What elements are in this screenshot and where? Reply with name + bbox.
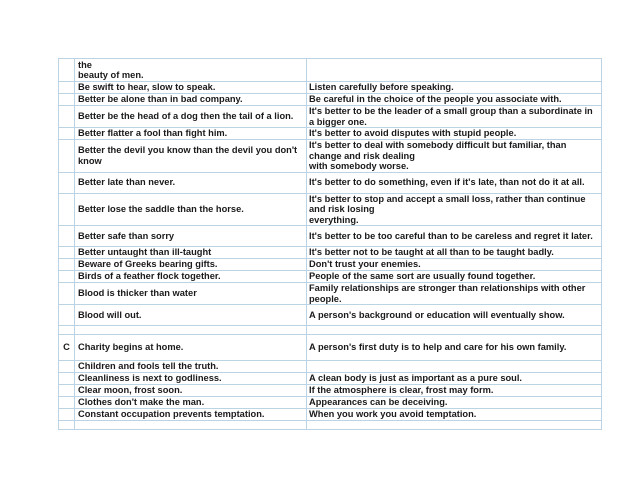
table-row <box>59 373 602 385</box>
meaning-cell[interactable]: It's better not to be taught at all than to be taught badly. <box>307 247 602 259</box>
letter-cell[interactable] <box>59 385 75 397</box>
table-row <box>59 409 602 421</box>
letter-cell[interactable] <box>59 140 75 173</box>
proverb-cell[interactable]: Better be alone than in bad company. <box>75 94 307 106</box>
meaning-cell[interactable] <box>307 326 602 335</box>
letter-cell[interactable] <box>59 82 75 94</box>
letter-cell[interactable] <box>59 59 75 82</box>
meaning-cell[interactable]: A person's background or education will eventually show. <box>307 305 602 326</box>
table-row <box>59 82 602 94</box>
letter-cell[interactable] <box>59 106 75 128</box>
letter-cell[interactable] <box>59 247 75 259</box>
meaning-cell[interactable] <box>307 59 602 82</box>
meaning-cell[interactable]: It's better to avoid disputes with stupid people. <box>307 128 602 140</box>
proverb-cell[interactable]: Children and fools tell the truth. <box>75 361 307 373</box>
table-row <box>59 140 602 173</box>
letter-cell[interactable] <box>59 326 75 335</box>
proverb-cell[interactable]: Be swift to hear, slow to speak. <box>75 82 307 94</box>
meaning-cell[interactable]: When you work you avoid temptation. <box>307 409 602 421</box>
meaning-cell[interactable]: Be careful in the choice of the people you associate with. <box>307 94 602 106</box>
proverb-cell[interactable]: Better safe than sorry <box>75 226 307 247</box>
proverb-cell[interactable]: Constant occupation prevents temptation. <box>75 409 307 421</box>
letter-cell[interactable] <box>59 373 75 385</box>
table-row <box>59 226 602 247</box>
meaning-cell[interactable]: It's better to stop and accept a small loss, rather than continue and risk losing everything. <box>307 193 602 226</box>
letter-cell[interactable] <box>59 271 75 283</box>
proverb-cell[interactable] <box>75 421 307 430</box>
letter-cell[interactable] <box>59 409 75 421</box>
meaning-cell[interactable]: A person's first duty is to help and care for his own family. <box>307 335 602 361</box>
letter-cell[interactable] <box>59 193 75 226</box>
proverb-cell[interactable]: Beware of Greeks bearing gifts. <box>75 259 307 271</box>
table-row <box>59 385 602 397</box>
meaning-cell[interactable]: Listen carefully before speaking. <box>307 82 602 94</box>
meaning-cell[interactable]: A clean body is just as important as a pure soul. <box>307 373 602 385</box>
proverb-cell[interactable]: Blood is thicker than water <box>75 283 307 305</box>
proverb-cell[interactable]: Better be the head of a dog then the tail of a lion. <box>75 106 307 128</box>
meaning-cell[interactable]: It's better to deal with somebody difficult but familiar, than change and risk dealing with somebody worse. <box>307 140 602 173</box>
letter-cell[interactable] <box>59 226 75 247</box>
table-row <box>59 259 602 271</box>
letter-cell[interactable] <box>59 361 75 373</box>
letter-cell[interactable] <box>59 397 75 409</box>
letter-cell[interactable]: C <box>59 335 75 361</box>
table-row <box>59 193 602 226</box>
meaning-cell[interactable]: It's better to be the leader of a small group than a subordinate in a bigger one. <box>307 106 602 128</box>
proverb-cell[interactable]: Birds of a feather flock together. <box>75 271 307 283</box>
proverb-cell[interactable]: Cleanliness is next to godliness. <box>75 373 307 385</box>
meaning-cell[interactable] <box>307 421 602 430</box>
table-row <box>59 326 602 335</box>
proverb-cell[interactable]: Clothes don't make the man. <box>75 397 307 409</box>
proverb-cell[interactable]: Better lose the saddle than the horse. <box>75 193 307 226</box>
table-row <box>59 421 602 430</box>
letter-cell[interactable] <box>59 421 75 430</box>
proverb-cell[interactable]: Clear moon, frost soon. <box>75 385 307 397</box>
letter-cell[interactable] <box>59 172 75 193</box>
proverb-cell[interactable]: the beauty of men. <box>75 59 307 82</box>
table-row <box>59 335 602 361</box>
meaning-cell[interactable]: People of the same sort are usually found together. <box>307 271 602 283</box>
proverb-cell[interactable] <box>75 326 307 335</box>
table-row <box>59 305 602 326</box>
letter-cell[interactable] <box>59 128 75 140</box>
table-row <box>59 106 602 128</box>
meaning-cell[interactable]: Don't trust your enemies. <box>307 259 602 271</box>
table-row <box>59 283 602 305</box>
proverb-cell[interactable]: Better flatter a fool than fight him. <box>75 128 307 140</box>
table-row <box>59 172 602 193</box>
letter-cell[interactable] <box>59 305 75 326</box>
letter-cell[interactable] <box>59 283 75 305</box>
table-row <box>59 361 602 373</box>
proverb-cell[interactable]: Blood will out. <box>75 305 307 326</box>
table-row <box>59 59 602 82</box>
meaning-cell[interactable]: It's better to be too careful than to be careless and regret it later. <box>307 226 602 247</box>
proverb-cell[interactable]: Better untaught than ill-taught <box>75 247 307 259</box>
proverb-cell[interactable]: Better the devil you know than the devil you don't know <box>75 140 307 173</box>
proverb-cell[interactable]: Charity begins at home. <box>75 335 307 361</box>
meaning-cell[interactable]: Family relationships are stronger than relationships with other people. <box>307 283 602 305</box>
table-row <box>59 94 602 106</box>
table-row <box>59 397 602 409</box>
meaning-cell[interactable]: If the atmosphere is clear, frost may form. <box>307 385 602 397</box>
meaning-cell[interactable]: It's better to do something, even if it's late, than not do it at all. <box>307 172 602 193</box>
table-row <box>59 271 602 283</box>
proverbs-table <box>58 58 602 430</box>
letter-cell[interactable] <box>59 259 75 271</box>
table-row <box>59 128 602 140</box>
table-row <box>59 247 602 259</box>
meaning-cell[interactable] <box>307 361 602 373</box>
proverb-cell[interactable]: Better late than never. <box>75 172 307 193</box>
letter-cell[interactable] <box>59 94 75 106</box>
meaning-cell[interactable]: Appearances can be deceiving. <box>307 397 602 409</box>
